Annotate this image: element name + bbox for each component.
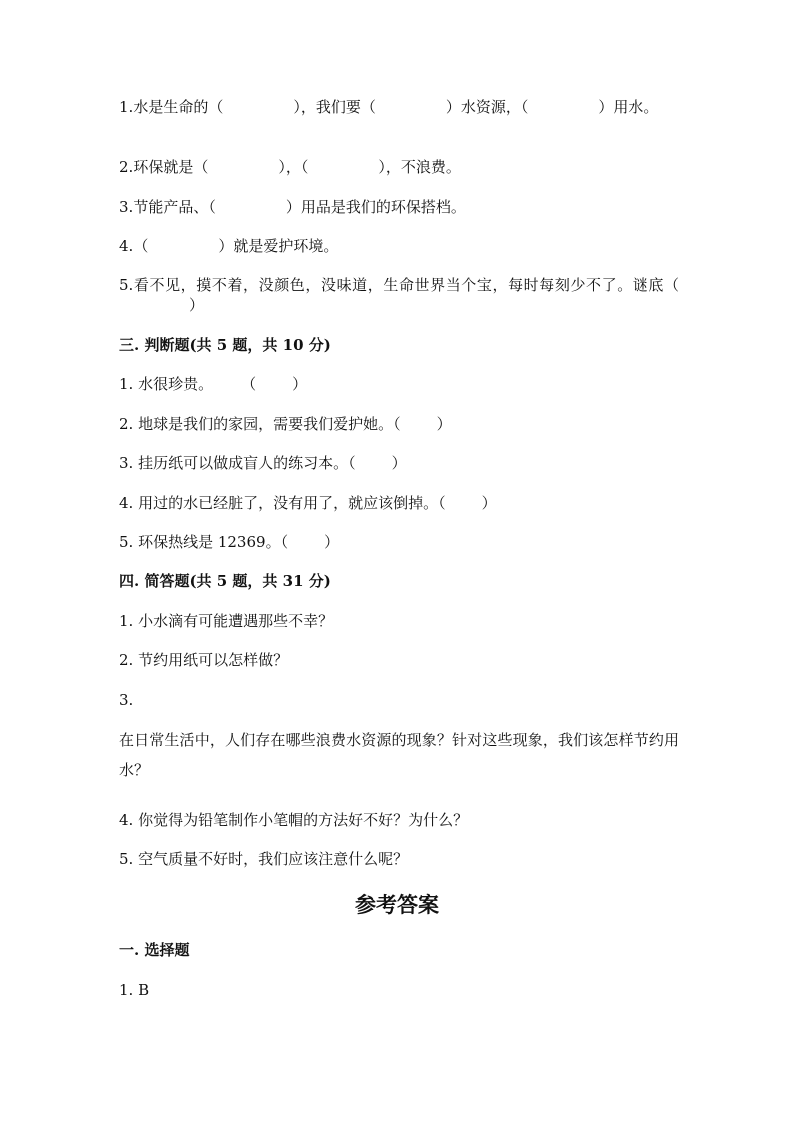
question-number: 3. xyxy=(119,198,134,216)
short-answer-q2: 2. 节约用纸可以怎样做？ xyxy=(119,651,289,669)
short-answer-q3-text: 在日常生活中，人们存在哪些浪费水资源的现象？针对这些现象，我们该怎样节约用水？ xyxy=(119,731,679,779)
section-3-heading: 三. 判断题(共 5 题，共 10 分) xyxy=(119,336,331,354)
short-answer-q3-number: 3. xyxy=(119,691,134,709)
question-text: （ xyxy=(133,237,149,255)
question-text: 看不见，摸不着，没颜色，没味道，生命世界当个宝，每时每刻少不了。谜底（ xyxy=(133,276,679,294)
judge-q5 xyxy=(119,532,679,552)
question-text: ）用水。 xyxy=(598,98,659,116)
question-text: ） xyxy=(189,296,205,314)
judge-q4 xyxy=(119,493,679,513)
question-text: ） xyxy=(436,415,452,433)
question-text: ）就是爱护环境。 xyxy=(218,237,339,255)
short-answer-q4: 4. 你觉得为铅笔制作小笔帽的方法好不好？为什么？ xyxy=(119,811,469,829)
section-4-heading: 四. 简答题(共 5 题，共 31 分) xyxy=(119,572,331,590)
fill-blank-q4 xyxy=(119,236,679,256)
fill-blank-q2 xyxy=(119,157,679,177)
question-text: 4. 用过的水已经脏了，没有用了，就应该倒掉。（ xyxy=(119,494,446,512)
fill-blank-q5 xyxy=(119,275,679,315)
question-text: （ xyxy=(241,375,257,393)
question-text: 2. 地球是我们的家园，需要我们爱护她。（ xyxy=(119,415,401,433)
question-text: ） xyxy=(324,533,340,551)
short-answer-q1: 1. 小水滴有可能遭遇那些不幸？ xyxy=(119,612,334,630)
question-text: ），（ xyxy=(278,158,309,176)
judge-q2 xyxy=(119,414,679,434)
question-text: ），我们要（ xyxy=(293,98,376,116)
question-text: 环保就是（ xyxy=(133,158,209,176)
question-text: 3. 挂历纸可以做成盲人的练习本。（ xyxy=(119,454,356,472)
fill-blank-q1 xyxy=(119,97,679,117)
fill-blank-q3 xyxy=(119,197,679,217)
question-text: ），不浪费。 xyxy=(378,158,461,176)
question-text: 节能产品、（ xyxy=(133,198,216,216)
question-text: ） xyxy=(481,494,497,512)
answer-section-1-heading: 一. 选择题 xyxy=(119,941,190,959)
question-text: 5. 环保热线是 12369。（ xyxy=(119,533,289,551)
question-number: 4. xyxy=(119,237,134,255)
question-number: 2. xyxy=(119,158,134,176)
question-text: ）水资源，（ xyxy=(445,98,529,116)
question-text: ） xyxy=(391,454,407,472)
judge-q3 xyxy=(119,453,679,473)
short-answer-q5: 5. 空气质量不好时，我们应该注意什么呢？ xyxy=(119,850,409,868)
question-text: 水是生命的（ xyxy=(133,98,224,116)
answer-1: 1. B xyxy=(119,981,150,999)
answer-key-title: 参考答案 xyxy=(355,892,439,917)
question-number: 5. xyxy=(119,276,134,294)
judge-q1 xyxy=(119,374,679,394)
question-text: ）用品是我们的环保搭档。 xyxy=(285,198,466,216)
question-text: ） xyxy=(292,375,308,393)
question-number: 1. xyxy=(119,98,134,116)
question-text: 1. 水很珍贵。 xyxy=(119,375,214,393)
